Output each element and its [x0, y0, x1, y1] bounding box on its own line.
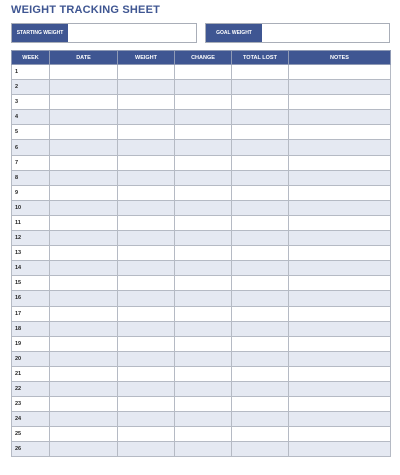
- change-cell[interactable]: [175, 65, 232, 80]
- column-header-total-lost: TOTAL LOST: [232, 51, 289, 65]
- notes-cell[interactable]: [289, 185, 391, 200]
- column-header-week: WEEK: [12, 51, 50, 65]
- weight-cell[interactable]: [118, 412, 175, 427]
- notes-cell[interactable]: [289, 65, 391, 80]
- table-row: [12, 351, 391, 366]
- table-row: [12, 140, 391, 155]
- weight-cell[interactable]: [118, 170, 175, 185]
- total-lost-cell[interactable]: [232, 351, 289, 366]
- notes-cell[interactable]: [289, 412, 391, 427]
- change-cell[interactable]: [175, 412, 232, 427]
- notes-cell[interactable]: [289, 397, 391, 412]
- notes-cell[interactable]: [289, 231, 391, 246]
- week-cell: 19: [12, 336, 50, 351]
- notes-cell[interactable]: [289, 95, 391, 110]
- week-cell: 14: [12, 261, 50, 276]
- week-cell: 2: [12, 80, 50, 95]
- total-lost-cell[interactable]: [232, 125, 289, 140]
- change-cell[interactable]: [175, 321, 232, 336]
- notes-cell[interactable]: [289, 170, 391, 185]
- starting-weight-label: STARTING WEIGHT: [12, 24, 68, 42]
- change-cell[interactable]: [175, 80, 232, 95]
- table-row: [12, 200, 391, 215]
- week-cell: 10: [12, 200, 50, 215]
- weight-cell[interactable]: [118, 65, 175, 80]
- weight-cell[interactable]: [118, 80, 175, 95]
- table-row: [12, 427, 391, 442]
- column-header-date: DATE: [50, 51, 118, 65]
- table-row: [12, 80, 391, 95]
- change-cell[interactable]: [175, 427, 232, 442]
- total-lost-cell[interactable]: [232, 80, 289, 95]
- week-cell: 20: [12, 351, 50, 366]
- total-lost-cell[interactable]: [232, 366, 289, 381]
- table-row: [12, 442, 391, 457]
- date-cell[interactable]: [50, 110, 118, 125]
- change-cell[interactable]: [175, 125, 232, 140]
- total-lost-cell[interactable]: [232, 170, 289, 185]
- notes-cell[interactable]: [289, 381, 391, 396]
- weight-cell[interactable]: [118, 140, 175, 155]
- total-lost-cell[interactable]: [232, 306, 289, 321]
- change-cell[interactable]: [175, 185, 232, 200]
- date-cell[interactable]: [50, 140, 118, 155]
- table-row: [12, 291, 391, 306]
- goal-weight-field: [205, 23, 390, 43]
- weight-log-table: [11, 50, 391, 457]
- week-cell: 5: [12, 125, 50, 140]
- weight-cell[interactable]: [118, 366, 175, 381]
- total-lost-cell[interactable]: [232, 110, 289, 125]
- week-cell: 9: [12, 185, 50, 200]
- date-cell[interactable]: [50, 200, 118, 215]
- total-lost-cell[interactable]: [232, 442, 289, 457]
- week-cell: 22: [12, 381, 50, 396]
- notes-cell[interactable]: [289, 215, 391, 230]
- week-cell: 16: [12, 291, 50, 306]
- notes-cell[interactable]: [289, 80, 391, 95]
- notes-cell[interactable]: [289, 246, 391, 261]
- table-header-row: [12, 51, 391, 65]
- change-cell[interactable]: [175, 366, 232, 381]
- week-cell: 17: [12, 306, 50, 321]
- date-cell[interactable]: [50, 351, 118, 366]
- change-cell[interactable]: [175, 276, 232, 291]
- weight-cell[interactable]: [118, 185, 175, 200]
- table-row: [12, 381, 391, 396]
- weight-cell[interactable]: [118, 110, 175, 125]
- week-cell: 13: [12, 246, 50, 261]
- change-cell[interactable]: [175, 215, 232, 230]
- week-cell: 18: [12, 321, 50, 336]
- notes-cell[interactable]: [289, 261, 391, 276]
- date-cell[interactable]: [50, 65, 118, 80]
- table-row: [12, 155, 391, 170]
- week-cell: 23: [12, 397, 50, 412]
- table-row: [12, 366, 391, 381]
- notes-cell[interactable]: [289, 336, 391, 351]
- weight-cell[interactable]: [118, 231, 175, 246]
- week-cell: 11: [12, 215, 50, 230]
- total-lost-cell[interactable]: [232, 65, 289, 80]
- change-cell[interactable]: [175, 140, 232, 155]
- total-lost-cell[interactable]: [232, 291, 289, 306]
- column-header-notes: NOTES: [289, 51, 391, 65]
- weight-cell[interactable]: [118, 276, 175, 291]
- table-row: [12, 215, 391, 230]
- week-cell: 15: [12, 276, 50, 291]
- date-cell[interactable]: [50, 397, 118, 412]
- week-cell: 6: [12, 140, 50, 155]
- total-lost-cell[interactable]: [232, 412, 289, 427]
- change-cell[interactable]: [175, 155, 232, 170]
- table-row: [12, 231, 391, 246]
- date-cell[interactable]: [50, 321, 118, 336]
- starting-weight-field: [11, 23, 197, 43]
- weight-cell[interactable]: [118, 200, 175, 215]
- date-cell[interactable]: [50, 427, 118, 442]
- change-cell[interactable]: [175, 95, 232, 110]
- date-cell[interactable]: [50, 381, 118, 396]
- notes-cell[interactable]: [289, 110, 391, 125]
- table-row: [12, 306, 391, 321]
- week-cell: 3: [12, 95, 50, 110]
- change-cell[interactable]: [175, 231, 232, 246]
- week-cell: 12: [12, 231, 50, 246]
- weight-cell[interactable]: [118, 442, 175, 457]
- table-row: [12, 261, 391, 276]
- table-row: [12, 246, 391, 261]
- week-cell: 25: [12, 427, 50, 442]
- change-cell[interactable]: [175, 351, 232, 366]
- total-lost-cell[interactable]: [232, 231, 289, 246]
- week-cell: 26: [12, 442, 50, 457]
- notes-cell[interactable]: [289, 351, 391, 366]
- date-cell[interactable]: [50, 95, 118, 110]
- notes-cell[interactable]: [289, 155, 391, 170]
- table-row: [12, 170, 391, 185]
- change-cell[interactable]: [175, 306, 232, 321]
- change-cell[interactable]: [175, 261, 232, 276]
- date-cell[interactable]: [50, 306, 118, 321]
- notes-cell[interactable]: [289, 427, 391, 442]
- change-cell[interactable]: [175, 110, 232, 125]
- weight-cell[interactable]: [118, 215, 175, 230]
- change-cell[interactable]: [175, 170, 232, 185]
- weight-cell[interactable]: [118, 155, 175, 170]
- total-lost-cell[interactable]: [232, 381, 289, 396]
- date-cell[interactable]: [50, 261, 118, 276]
- total-lost-cell[interactable]: [232, 427, 289, 442]
- weight-cell[interactable]: [118, 381, 175, 396]
- notes-cell[interactable]: [289, 140, 391, 155]
- total-lost-cell[interactable]: [232, 95, 289, 110]
- change-cell[interactable]: [175, 442, 232, 457]
- week-cell: 4: [12, 110, 50, 125]
- page-title: WEIGHT TRACKING SHEET: [11, 4, 161, 16]
- notes-cell[interactable]: [289, 200, 391, 215]
- weight-cell[interactable]: [118, 246, 175, 261]
- change-cell[interactable]: [175, 381, 232, 396]
- week-cell: 21: [12, 366, 50, 381]
- total-lost-cell[interactable]: [232, 200, 289, 215]
- week-cell: 1: [12, 65, 50, 80]
- total-lost-cell[interactable]: [232, 397, 289, 412]
- date-cell[interactable]: [50, 276, 118, 291]
- weight-cell[interactable]: [118, 261, 175, 276]
- column-header-weight: WEIGHT: [118, 51, 175, 65]
- date-cell[interactable]: [50, 215, 118, 230]
- date-cell[interactable]: [50, 442, 118, 457]
- table-row: [12, 110, 391, 125]
- table-row: [12, 397, 391, 412]
- total-lost-cell[interactable]: [232, 336, 289, 351]
- date-cell[interactable]: [50, 170, 118, 185]
- total-lost-cell[interactable]: [232, 140, 289, 155]
- notes-cell[interactable]: [289, 125, 391, 140]
- column-header-change: CHANGE: [175, 51, 232, 65]
- notes-cell[interactable]: [289, 291, 391, 306]
- weight-cell[interactable]: [118, 336, 175, 351]
- week-cell: 7: [12, 155, 50, 170]
- total-lost-cell[interactable]: [232, 246, 289, 261]
- total-lost-cell[interactable]: [232, 215, 289, 230]
- table-row: [12, 185, 391, 200]
- notes-cell[interactable]: [289, 276, 391, 291]
- total-lost-cell[interactable]: [232, 155, 289, 170]
- notes-cell[interactable]: [289, 366, 391, 381]
- notes-cell[interactable]: [289, 306, 391, 321]
- weight-cell[interactable]: [118, 95, 175, 110]
- goal-weight-input[interactable]: [262, 24, 389, 42]
- goal-weight-label: GOAL WEIGHT: [206, 24, 262, 42]
- date-cell[interactable]: [50, 246, 118, 261]
- notes-cell[interactable]: [289, 321, 391, 336]
- date-cell[interactable]: [50, 291, 118, 306]
- weight-cell[interactable]: [118, 321, 175, 336]
- weight-cell[interactable]: [118, 291, 175, 306]
- weight-cell[interactable]: [118, 306, 175, 321]
- date-cell[interactable]: [50, 155, 118, 170]
- weight-cell[interactable]: [118, 125, 175, 140]
- weight-cell[interactable]: [118, 397, 175, 412]
- change-cell[interactable]: [175, 200, 232, 215]
- date-cell[interactable]: [50, 412, 118, 427]
- notes-cell[interactable]: [289, 442, 391, 457]
- table-row: [12, 125, 391, 140]
- change-cell[interactable]: [175, 336, 232, 351]
- table-body: [12, 65, 391, 457]
- table-row: [12, 95, 391, 110]
- date-cell[interactable]: [50, 231, 118, 246]
- weight-cell[interactable]: [118, 427, 175, 442]
- table-row: [12, 276, 391, 291]
- change-cell[interactable]: [175, 246, 232, 261]
- total-lost-cell[interactable]: [232, 276, 289, 291]
- table-row: [12, 336, 391, 351]
- week-cell: 24: [12, 412, 50, 427]
- date-cell[interactable]: [50, 336, 118, 351]
- change-cell[interactable]: [175, 291, 232, 306]
- table-row: [12, 412, 391, 427]
- date-cell[interactable]: [50, 125, 118, 140]
- week-cell: 8: [12, 170, 50, 185]
- total-lost-cell[interactable]: [232, 321, 289, 336]
- total-lost-cell[interactable]: [232, 185, 289, 200]
- date-cell[interactable]: [50, 80, 118, 95]
- change-cell[interactable]: [175, 397, 232, 412]
- table-row: [12, 321, 391, 336]
- weight-cell[interactable]: [118, 351, 175, 366]
- date-cell[interactable]: [50, 366, 118, 381]
- table-row: [12, 65, 391, 80]
- total-lost-cell[interactable]: [232, 261, 289, 276]
- date-cell[interactable]: [50, 185, 118, 200]
- starting-weight-input[interactable]: [68, 24, 196, 42]
